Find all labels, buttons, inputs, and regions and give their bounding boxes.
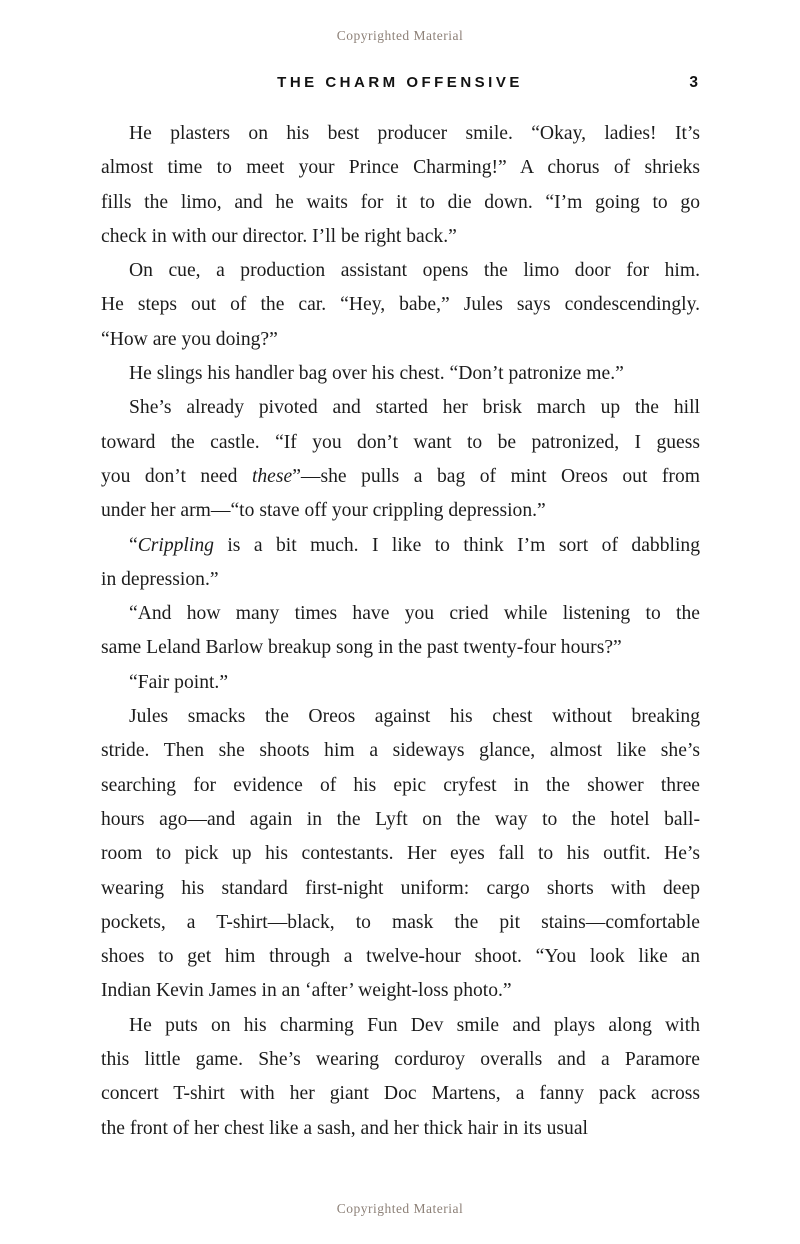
paragraph	[101, 1009, 700, 1146]
paragraph	[101, 597, 700, 666]
paragraph	[101, 254, 700, 357]
text-line: He puts on his charming Fun Dev smile and plays along with	[129, 1014, 700, 1036]
paragraph	[101, 700, 700, 1009]
text-line: He plasters on his best producer smile. “Okay, ladies! It’s	[129, 123, 700, 144]
paragraph	[101, 391, 700, 528]
text-line: hours ago—and again in the Lyft on the way to the hotel ball-	[101, 808, 700, 830]
text-line: this little game. She’s wearing corduroy overalls and a Paramore	[101, 1049, 700, 1071]
paragraph	[101, 357, 700, 391]
text-line: Jules smacks the Oreos against his chest without breaking	[129, 706, 700, 728]
text-line: pockets, a T-shirt—black, to mask the pit stains—comfortable	[101, 911, 700, 933]
italic-text: these	[251, 465, 293, 487]
text-line: under her arm—“to stave off your crippling depression.”	[101, 500, 546, 522]
text-line: “How are you doing?”	[101, 328, 278, 350]
text-line: check in with our director. I’ll be right back.”	[101, 225, 457, 247]
text-line: the front of her chest like a sash, and her thick hair in its usual	[101, 1117, 588, 1139]
paragraph	[101, 117, 700, 254]
text-line: toward the castle. “If you don’t want to be patronized, I guess	[101, 431, 700, 453]
text-line: room to pick up his contestants. Her eyes fall to his outfit. He’s	[101, 843, 700, 865]
text-line: “Crippling is a bit much. I like to think I’m sort of dabbling	[129, 534, 700, 556]
text-line: fills the limo, and he waits for it to die down. “I’m going to go	[101, 191, 700, 213]
text-line: stride. Then she shoots him a sideways glance, almost like she’s	[101, 740, 700, 762]
paragraph	[101, 529, 700, 598]
text-line: “And how many times have you cried while listening to the	[129, 603, 700, 625]
paragraph	[101, 666, 700, 700]
text-line: same Leland Barlow breakup song in the past twenty-four hours?”	[101, 637, 622, 659]
text-line: searching for evidence of his epic cryfest in the shower three	[101, 774, 700, 796]
text-line: almost time to meet your Prince Charming!” A chorus of shrieks	[101, 157, 700, 179]
text-line: She’s already pivoted and started her brisk march up the hill	[129, 397, 700, 419]
text-line: in depression.”	[101, 568, 219, 590]
text-line: On cue, a production assistant opens the limo door for him.	[129, 260, 700, 282]
copyright-notice-top: Copyrighted Material	[336, 28, 464, 43]
text-line: He steps out of the car. “Hey, babe,” Jules says condescendingly.	[101, 294, 700, 316]
running-title: THE CHARM OFFENSIVE	[277, 74, 523, 91]
text-line: Indian Kevin James in an ‘after’ weight-loss photo.”	[101, 980, 512, 1002]
italic-text: Crippling	[137, 534, 214, 556]
text-line: concert T-shirt with her giant Doc Martens, a fanny pack across	[101, 1083, 700, 1105]
text-line: “Fair point.”	[129, 671, 229, 693]
copyright-notice-bottom: Copyrighted Material	[336, 1201, 464, 1216]
running-header	[100, 74, 700, 91]
page-number: 3	[689, 74, 698, 91]
text-line: you don’t need these”—she pulls a bag of mint Oreos out from	[101, 465, 700, 487]
text-line: wearing his standard first-night uniform: cargo shorts with deep	[101, 877, 700, 899]
page-body	[101, 117, 700, 1146]
text-line: shoes to get him through a twelve-hour shoot. “You look like an	[101, 946, 700, 968]
text-line: He slings his handler bag over his chest. “Don’t patronize me.”	[129, 363, 624, 385]
